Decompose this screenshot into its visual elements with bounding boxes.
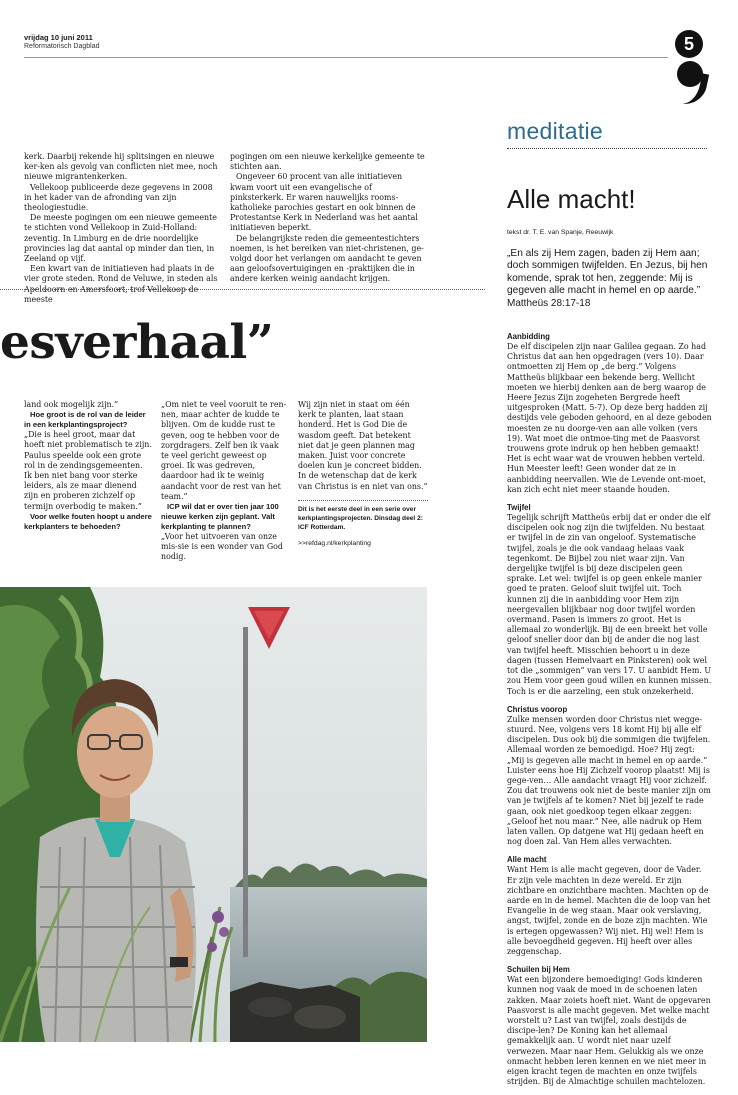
page-number: 5 (675, 30, 703, 58)
answer-text: „Om niet te veel vooruit te ren-nen, maar achter de kudde te blijven. Om de kudde rust te geven, oog te hebben voor de zorgdragers. Zelf ben ik vaak te veel gericht geweest op groei. Ik was gedreven, daardoor had ik te weinig aandacht voor de rest van het team.” (161, 400, 287, 501)
subheading: Aanbidding (507, 332, 550, 341)
article-link[interactable]: >>refdag.nl/kerkplanting (298, 539, 371, 547)
paragraph: Tegelijk schrijft Mattheüs erbij dat er onder die elf discipelen ook nog zijn die twijfelden. Nu bestaat er twijfel in de zin van ongeloof. Systematische twijfel, zoals je die ook vandaag helaas vaak tegenkomt. De Bijbel zou niet waar zijn. Van dergelijke twijfel is bij deze discipelen geen sprake. Let wel: twijfel is op geen enkele manier goed te praten. Geloof sluit twijfel uit. Toch kunnen zij die in aanbidding voor Hem zijn neergevallen blijkbaar nog door twijfel worden overmand. Pasen is immers zo groot. Het is allemaal zo wonderlijk. Bij de een breekt het volle geloof sneller door dan bij de ander die nog last van twijfel heeft. Misschien behoort u in deze dagen (tussen Hemelvaart en Pinksteren) ook wel tot die „sommigen” van vers 17. U aanbidt Hem. U zou Hem voor geen goud willen en kunnen missen. Toch is er die aarzeling, een stuk onzekerheid. (507, 513, 712, 696)
paragraph: kerk. Daarbij rekende hij splitsingen en nieuwe ker-ken als gevolg van conflicten niet mee, noch nieuwe migrantenkerken. (24, 152, 218, 182)
interview-col1 (24, 400, 152, 532)
section-label: meditatie (507, 118, 604, 144)
subheading: Alle macht (507, 855, 547, 865)
paragraph: Wat een bijzondere bemoediging! Gods kinderen kunnen nog vaak de moed in de schoenen laten zakken. Maar zoiets hoeft niet. Want de opgevaren Paasvorst is alle macht gegeven. Met welke macht worstelt u? Last van twijfel, zoals destijds de discipe-len? De Koning kan het allemaal gemakkelijk aan. U wordt niet naar uzelf verwezen. Maar naar Hem. Gelukkig als we onze onmacht hebben leren kennen en we niet meer in eigen kracht tegen de machten en onze twijfels strijden. Bij de Almachtige schuilen machtelozen. (507, 975, 711, 1087)
meditation-body (507, 332, 713, 1095)
top-article-col1 (24, 152, 220, 305)
paragraph: Zulke mensen worden door Christus niet wegge-stuurd. Nee, volgens vers 18 komt Hij bij alle elf discipelen. Dus ook bij die sommigen die twijfelen. Allemaal worden ze bemoedigd. Hoe? Hij zegt: „Mij is gegeven alle macht in hemel en op aarde.” Luister eens hoe Hij Zichzelf voorop plaatst! Mij is gege-ven… Alle aandacht vraagt Hij voor zichzelf. Zou dat trouwens ook niet de beste manier zijn om van je twijfels af te komen? Niet bij jezelf te rade gaan, ook niet goedkoop tegen elkaar zeggen: „Geloof het nou maar.” Nee, alle nadruk op Hem laten vallen. Op datgene wat Hij gedaan heeft en nog doen zal. Van Hem alles verwachten. (507, 714, 711, 847)
section-divider (0, 289, 485, 290)
paragraph: De belangrijkste reden die gemeentestichters noemen, is het bereiken van niet-christenen, ge-volgd door het verlangen om aandacht te geven aan geloofsovertuigingen en -praktijken die in andere kerken weinig aandacht krijgen. (230, 233, 424, 284)
answer-text: Wij zijn niet in staat om één kerk te planten, laat staan honderd. Het is God Die de wasdom geeft. Dat betekent niet dat je geen plannen mag maken. Juist voor concrete doelen kun je concreet bidden. In de wetenschap dat de kerk van Christus is en niet van ons.” (298, 400, 428, 491)
section-rule (507, 148, 707, 149)
paragraph: Een kwart van de initiatieven had plaats in de vier grote steden. Rond de Veluwe, in steden als Apeldoorn en Amersfoort, trof Vellekoop de meeste (24, 264, 218, 304)
header-rule (24, 57, 668, 58)
meditation-title: Alle macht! (507, 184, 636, 214)
series-note: Dit is het eerste deel in een serie over kerkplantingsprojecten. Dinsdag deel 2: ICF Rotterdam. (298, 505, 423, 531)
answer-text: „Voor het uitvoeren van onze mis-sie is een wonder van God nodig. (161, 532, 283, 562)
paragraph: Ongeveer 60 procent van alle initiatieven kwam voort uit een evangelische of pinksterkerk. Er waren nauwelijks rooms-katholieke parochies gestart en ook binnen de Protestantse Kerk in Nederland was het aantal initiatieven beperkt. (230, 172, 418, 233)
subheading: Schuilen bij Hem (507, 965, 570, 975)
answer-text: „Die is heel groot, maar dat hoeft niet problematisch te zijn. Paulus speelde ook een grote rol in de zendingsgemeenten. Ik ben niet bang voor sterke leiders, als ze maar dienend zijn en proberen zichzelf op termijn overbodig te maken.” (24, 430, 152, 511)
paragraph: De meeste pogingen om een nieuwe gemeente te stichten vond Vellekoop in Zuid-Holland: zeventig. In Limburg en de drie noordelijke provincies lag dat aantal op minder dan tien, in Zeeland op vijf. (24, 213, 217, 264)
portrait-photo (0, 587, 427, 1042)
interview-col3 (298, 400, 428, 549)
paragraph: Want Hem is alle macht gegeven, door de Vader. Er zijn vele machten in deze wereld. Er zijn zichtbare en onzichtbare machten. Machten op de aarde en in de hemel. Machten die de loop van het Evangelie in de weg staan. Maar ook verslaving, angst, twijfel, zonde en de boze zijn machten. Wie is ertegen opgewassen? Wij niet. Hij wel! Hem is alle bevoegdheid gegeven. Hij heeft over alles zeggenschap. (507, 865, 711, 956)
quote-reference: Mattheüs 28:17-18 (507, 297, 591, 309)
paragraph: De elf discipelen zijn naar Galilea gegaan. Zo had Christus dat aan hen opgedragen (vers 10). Daar ontmoetten zij Hem op „de berg.” Volgens Mattheüs blijkbaar een bekende berg. Wellicht moeten we hierbij denken aan de berg waarop de Heere Jezus Zijn zogeheten Bergrede heeft uitgesproken (Matt. 5-7). Op deze berg hadden zij destijds vele geboden gehoord, en al deze geboden moesten ze nu doorge-ven aan alle volken (vers 19). Wat moet die ontmoe-ting met de Paasvorst trouwens grote indruk op hen hebben gemaakt! Het is echt waar wat de vrouwen hebben verteld. Hun Meester leeft! Geen wonder dat ze in aanbidding neervallen. Wie de Levende ont-moet, kan zich echt niet meer staande houden. (507, 342, 712, 494)
paragraph: Vellekoop publiceerde deze gegevens in 2008 in het kader van de afronding van zijn theologiestudie. (24, 182, 213, 213)
subheading: Christus voorop (507, 704, 568, 714)
interview-col2 (161, 400, 289, 563)
quote-text: „En als zij Hem zagen, baden zij Hem aan; doch sommigen twijfelden. En Jezus, bij hen komende, sprak tot hen, zeggende: Mij is gegeven alle macht in hemel en op aarde.” (507, 248, 708, 297)
top-article-col2 (230, 152, 428, 285)
interview-question: Hoe groot is de rol van de leider in een kerkplantingsproject? (24, 410, 146, 430)
paragraph: pogingen om een nieuwe kerkelijke gemeente te stichten aan. (230, 152, 425, 172)
interview-question: ICP wil dat er over tien jaar 100 nieuwe kerken zijn geplant. Valt kerkplanting te plannen? (161, 502, 279, 532)
interview-headline: esverhaal” (0, 315, 274, 370)
header-date: vrijdag 10 juni 2011 (24, 33, 93, 42)
answer-text: land ook mogelijk zijn.” (24, 400, 119, 409)
subheading: Twijfel (507, 503, 531, 513)
note-divider (298, 500, 428, 501)
header-paper-name: Reformatorisch Dagblad (24, 43, 100, 50)
scripture-quote (507, 248, 712, 310)
interview-question: Voor welke fouten hoopt u andere kerkplanters te behoeden? (24, 511, 152, 531)
byline: tekst dr. T. E. van Spanje, Reeuwijk (507, 229, 614, 236)
